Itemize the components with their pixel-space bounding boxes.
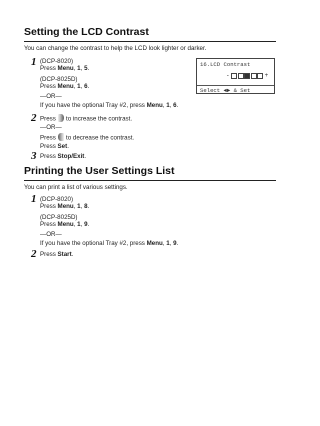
section-intro: You can change the contrast to help the LCD look lighter or darker.: [24, 45, 207, 52]
model-label: (DCP-8025D): [40, 213, 78, 221]
contrast-level-bar: [225, 72, 269, 79]
section-heading-user-settings: Printing the User Settings List: [24, 165, 175, 177]
or-separator: —OR—: [40, 123, 62, 131]
step-number: 3: [31, 150, 37, 162]
start-key: Start: [57, 250, 72, 258]
model-label: (DCP-8020): [40, 195, 74, 203]
lcd-title: 16.LCD Contrast: [200, 61, 251, 68]
instruction-line: If you have the optional Tray #2, press Menu, 1, 9.: [40, 240, 179, 247]
instruction-line: Press Stop/Exit.: [40, 153, 87, 160]
lcd-hint: Select ◄► & Set: [200, 86, 251, 94]
left-arrow-key-icon: [58, 133, 64, 141]
or-separator: —OR—: [40, 93, 62, 100]
step-number: 2: [31, 248, 37, 260]
section-heading-lcd-contrast: Setting the LCD Contrast: [24, 26, 149, 38]
heading-rule: [24, 180, 276, 181]
menu-key: Menu: [57, 65, 74, 72]
lcd-display: [196, 58, 275, 94]
model-label: (DCP-8025D): [40, 75, 78, 83]
instruction-line: Press Menu, 1, 5.: [40, 65, 90, 72]
or-separator: —OR—: [40, 231, 62, 238]
level-square: [238, 73, 244, 79]
instruction-line: Press Menu, 1, 6.: [40, 83, 90, 90]
instruction-line: Press Set.: [40, 143, 69, 150]
instruction-line: Press to increase the contrast.: [40, 115, 133, 123]
heading-rule: [24, 41, 276, 42]
minus-sign: -: [226, 72, 230, 79]
level-square: [251, 73, 257, 79]
right-arrow-key-icon: [58, 114, 64, 122]
step-number: 1: [31, 56, 37, 68]
step-number: 1: [31, 193, 37, 205]
instruction-line: Press Menu, 1, 8.: [40, 203, 90, 210]
level-square: [231, 73, 237, 79]
model-label: (DCP-8020): [40, 57, 74, 65]
instruction-line: If you have the optional Tray #2, press Menu, 1, 6.: [40, 102, 179, 109]
level-square: [257, 73, 263, 79]
instruction-line: Press Start.: [40, 250, 74, 258]
instruction-line: Press to decrease the contrast.: [40, 134, 135, 142]
instruction-line: Press Menu, 1, 9.: [40, 221, 90, 228]
plus-sign: +: [264, 72, 269, 79]
level-square-filled: [244, 73, 250, 79]
stop-exit-key: Stop/Exit: [57, 153, 85, 160]
step-number: 2: [31, 112, 37, 124]
set-key: Set: [57, 143, 68, 150]
section-intro: You can print a list of various settings.: [24, 184, 128, 191]
